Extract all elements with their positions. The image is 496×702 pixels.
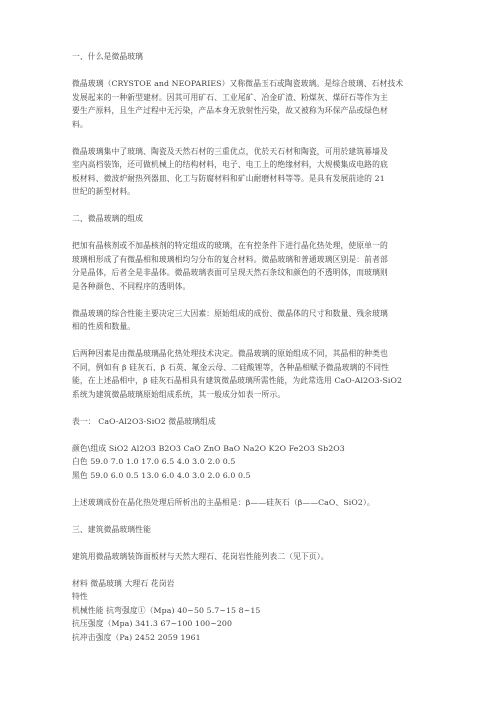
text-line: 特性 [72, 592, 88, 601]
text-line: 把加有晶核剂或不加晶核剂的特定组成的玻璃，在有控条件下进行晶化热处理，使原单一的 [72, 241, 388, 250]
paragraph-gap [72, 131, 432, 145]
text-line: 三、建筑微晶玻璃性能 [72, 524, 151, 534]
paragraph-gap [72, 563, 432, 577]
text-line: 板材料、微波炉耐热列器皿、化工与防腐材料和矿山耐磨材料等等。是具有发展前途的 21 [72, 173, 385, 183]
text-line: 发展起来的一种新型建材。因其可用矿石、工业尾矿、冶金矿渣、粉煤灰、煤矸石等作为主 [72, 92, 388, 102]
text-line: 微晶玻璃集中了玻璃、陶瓷及天然石材的三重优点，优於天石材和陶瓷，可用於建筑幕墙及 [72, 146, 388, 156]
document-body [72, 50, 432, 644]
text-line: 微晶玻璃（CRYSTOE and NEOPARIES）又称微晶玉石或陶瓷玻璃。是综合玻璃、石材技术 [72, 79, 404, 88]
text-line: 二、微晶玻璃的组成 [72, 214, 144, 223]
paragraph-gap [72, 536, 432, 550]
text-line: 世纪的新型材料。 [72, 187, 136, 196]
text-line: 黑色 59.0 6.0 0.5 13.0 6.0 4.0 3.0 2.0 6.0 0.5 [72, 470, 251, 480]
paragraph-gap [72, 334, 432, 348]
text-line: 系统为建筑微晶玻璃原始组成系统，其一般成分如表一所示。 [72, 389, 286, 399]
text-line: 白色 59.0 7.0 1.0 17.0 6.5 4.0 3.0 2.0 0.5 [72, 457, 236, 466]
paragraph-gap [72, 226, 432, 240]
text-line: 表一： CaO-Al2O3-SiO2 微晶玻璃组成 [72, 416, 216, 426]
text-line: 建筑用微晶玻璃装饰面板材与天然大理石、花岗岩性能列表二（见下页）。 [72, 551, 329, 561]
text-line: 相的性质和数量。 [72, 322, 136, 331]
text-line: 材料 微晶玻璃 大理石 花岗岩 [72, 578, 175, 588]
text-line: 后两种因素是由微晶玻璃晶化热处理技术决定。微晶玻璃的原始组成不同，其晶相的种类也 [72, 349, 388, 358]
text-line: 分是晶体，后者全是非晶体。微晶玻璃表面可呈现天然石条纹和颜色的不透明体，而玻璃则 [72, 268, 388, 277]
text-line: 不同，例如有 β 硅灰石、β 石英、氟金云母、二硅酸锂等，各种晶相赋予微晶玻璃的不同性 [72, 362, 390, 372]
text-line: 抗冲击强度（Pa) 2452 2059 1961 [72, 632, 201, 642]
paragraph-gap [72, 482, 432, 496]
paragraph-gap [72, 64, 432, 78]
text-line: 要生产原料，且生产过程中无污染，产品本身无放射性污染，故又被称为环保产品或绿色材 [72, 106, 388, 115]
text-line: 机械性能 抗弯强度①（Mpa) 40~50 5.7~15 8~15 [72, 605, 261, 615]
paragraph-gap [72, 401, 432, 415]
paragraph-gap [72, 199, 432, 213]
text-line: 玻璃相形成了有微晶相和玻璃相均匀分布的复合材料。微晶玻璃和普通玻璃区别是：前者部 [72, 254, 388, 264]
text-line: 颜色\组成 SiO2 Al2O3 B2O3 CaO ZnO BaO Na2O K2O Fe2O3 Sb2O3 [72, 443, 345, 453]
text-line: 是各种颜色、不同程序的透明体。 [72, 281, 191, 291]
text-line: 室内高档装饰，还可做机械上的结构材料，电子、电工上的绝缘材料，大规模集成电路的底 [72, 160, 388, 169]
text-line: 一、什么是微晶玻璃 [72, 52, 144, 61]
text-line: 料。 [72, 119, 88, 129]
paragraph-gap [72, 293, 432, 307]
text-line: 能，在上述晶相中，β 硅灰石晶相具有建筑微晶玻璃所需性能，为此常选用 CaO-Al2O3-SiO2 [72, 376, 403, 385]
text-line: 上述玻璃成份在晶化热处理后所析出的主晶相是：β——硅灰石（β——CaO、SiO2）。 [72, 497, 375, 507]
text-line: 抗压强度（Mpa) 341.3 67~100 100~200 [72, 619, 233, 628]
text-line: 微晶玻璃的综合性能主要决定三大因素：原始组成的成份、微晶体的尺寸和数量、残余玻璃 [72, 308, 388, 318]
paragraph-gap [72, 428, 432, 442]
paragraph-gap [72, 509, 432, 523]
